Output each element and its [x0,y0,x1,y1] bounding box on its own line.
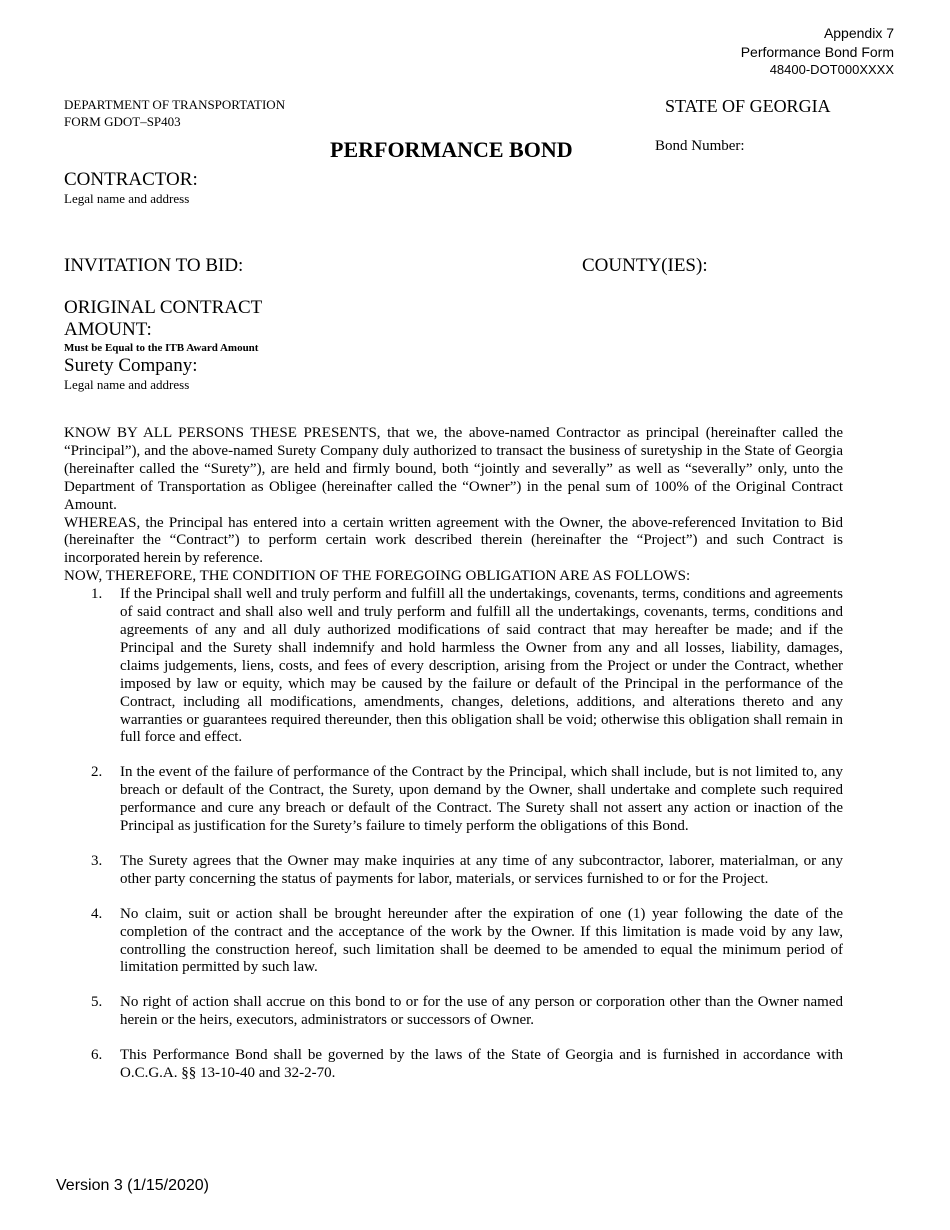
conditions-heading: NOW, THEREFORE, THE CONDITION OF THE FOREGOING OBLIGATION ARE AS FOLLOWS: [64,568,691,585]
know-all-persons-paragraph: KNOW BY ALL PERSONS THESE PRESENTS, that we, the above-named Contractor as principal (hereinafter called the “Principal”), and the above-named Surety Company duly authorized to transact the business of suretyship in the State of Georgia (hereinafter called the “Surety”), are held and firmly bound, both “jointly and severally” as well as “severally” only, unto the Department of Transportation as Obligee (hereinafter called the “Owner”) in the penal sum of 100% of the Original Contract Amount. [64,425,843,513]
version-footer: Version 3 (1/15/2020) [56,1177,209,1194]
condition-item [64,906,843,978]
bond-number-label: Bond Number: [655,138,745,154]
condition-text: No claim, suit or action shall be brought hereunder after the expiration of one (1) year following the date of the completion of the contract and the acceptance of the work by the Owner. If this limitation is made void by any law, controlling the construction hereof, such limitation shall be deemed to be amended to equal the minimum period of limitation permitted by such law. [120,905,843,976]
condition-item [64,853,843,889]
contractor-sublabel: Legal name and address [64,191,190,206]
condition-text: In the event of the failure of performance of the Contract by the Principal, which shall include, but is not limited to, any breach or default of the Contract, the Surety, upon demand by the Owner, shall undertake and complete such required performance and cure any breach or default of the Contract. The Surety shall not assert any action or inaction of the Principal as justification for the Surety’s failure to timely perform the obligations of this Bond. [120,764,843,835]
condition-number: 3. [91,852,103,869]
original-contract-amount-field [64,297,262,355]
condition-number: 5. [91,994,103,1011]
condition-item [64,994,843,1030]
invitation-to-bid-label: INVITATION TO BID: [64,255,244,276]
original-amount-note: Must be Equal to the ITB Award Amount [64,342,259,354]
county-label: COUNTY(IES): [582,255,708,276]
conditions-list [64,586,843,1083]
appendix-code: 48400-DOT000XXXX [769,62,894,77]
condition-number: 2. [91,764,103,781]
appendix-header [741,24,894,78]
state-name: STATE OF GEORGIA [665,96,831,116]
condition-number: 1. [91,586,103,603]
page-title: PERFORMANCE BOND [330,137,573,162]
contractor-label: CONTRACTOR: [64,169,198,190]
condition-number: 4. [91,905,103,922]
contractor-field [64,169,198,207]
form-number: FORM GDOT–SP403 [64,114,181,129]
original-amount-label-line1: ORIGINAL CONTRACT [64,297,263,318]
condition-text: The Surety agrees that the Owner may make inquiries at any time of any subcontractor, laborer, materialman, or any other party concerning the status of payments for labor, materials, or services furnished to or for the Project. [120,852,843,887]
condition-item [64,764,843,836]
appendix-number: Appendix 7 [823,25,894,41]
original-amount-label-line2: AMOUNT: [64,319,152,340]
condition-number: 6. [91,1047,103,1064]
surety-company-field [64,355,198,393]
surety-sublabel: Legal name and address [64,377,190,392]
condition-text: If the Principal shall well and truly perform and fulfill all the undertakings, covenants, terms, conditions and agreements of said contract and shall also well and truly perform and fulfill all the undertakings, covenants, terms, conditions and agreements of any and all duly authorized modifications of said contract that may hereafter be made; and if the Principal and the Surety shall indemnify and hold harmless the Owner from any and all losses, liability, damages, claims judgements, liens, costs, and fees of every description, arising from the Project or under the Contract, whether imposed by law or equity, which may be caused by the failure or default of the Principal in the performance of the Contract, including all modifications, amendments, changes, deletions, additions, and alterations thereto and any warranties or guarantees required thereunder, then this obligation shall be void; otherwise this obligation shall remain in full force and effect. [120,586,843,746]
bond-body [64,425,843,1100]
condition-text: This Performance Bond shall be governed by the laws of the State of Georgia and is furnished in accordance with O.C.G.A. §§ 13-10-40 and 32-2-70. [120,1047,843,1082]
department-name: DEPARTMENT OF TRANSPORTATION [64,97,286,112]
department-block [64,96,285,130]
condition-text: No right of action shall accrue on this bond to or for the use of any person or corporation other than the Owner named herein or the heirs, executors, administrators or successors of Owner. [120,994,843,1029]
whereas-paragraph: WHEREAS, the Principal has entered into a certain written agreement with the Owner, the above-referenced Invitation to Bid (hereinafter the “Contract”) to perform certain work described therein (hereinafter the “Project”) and such Contract is incorporated herein by reference. [64,514,843,567]
condition-item [64,1047,843,1083]
surety-label: Surety Company: [64,355,198,376]
appendix-form-name: Performance Bond Form [740,44,894,60]
condition-item [64,586,843,747]
